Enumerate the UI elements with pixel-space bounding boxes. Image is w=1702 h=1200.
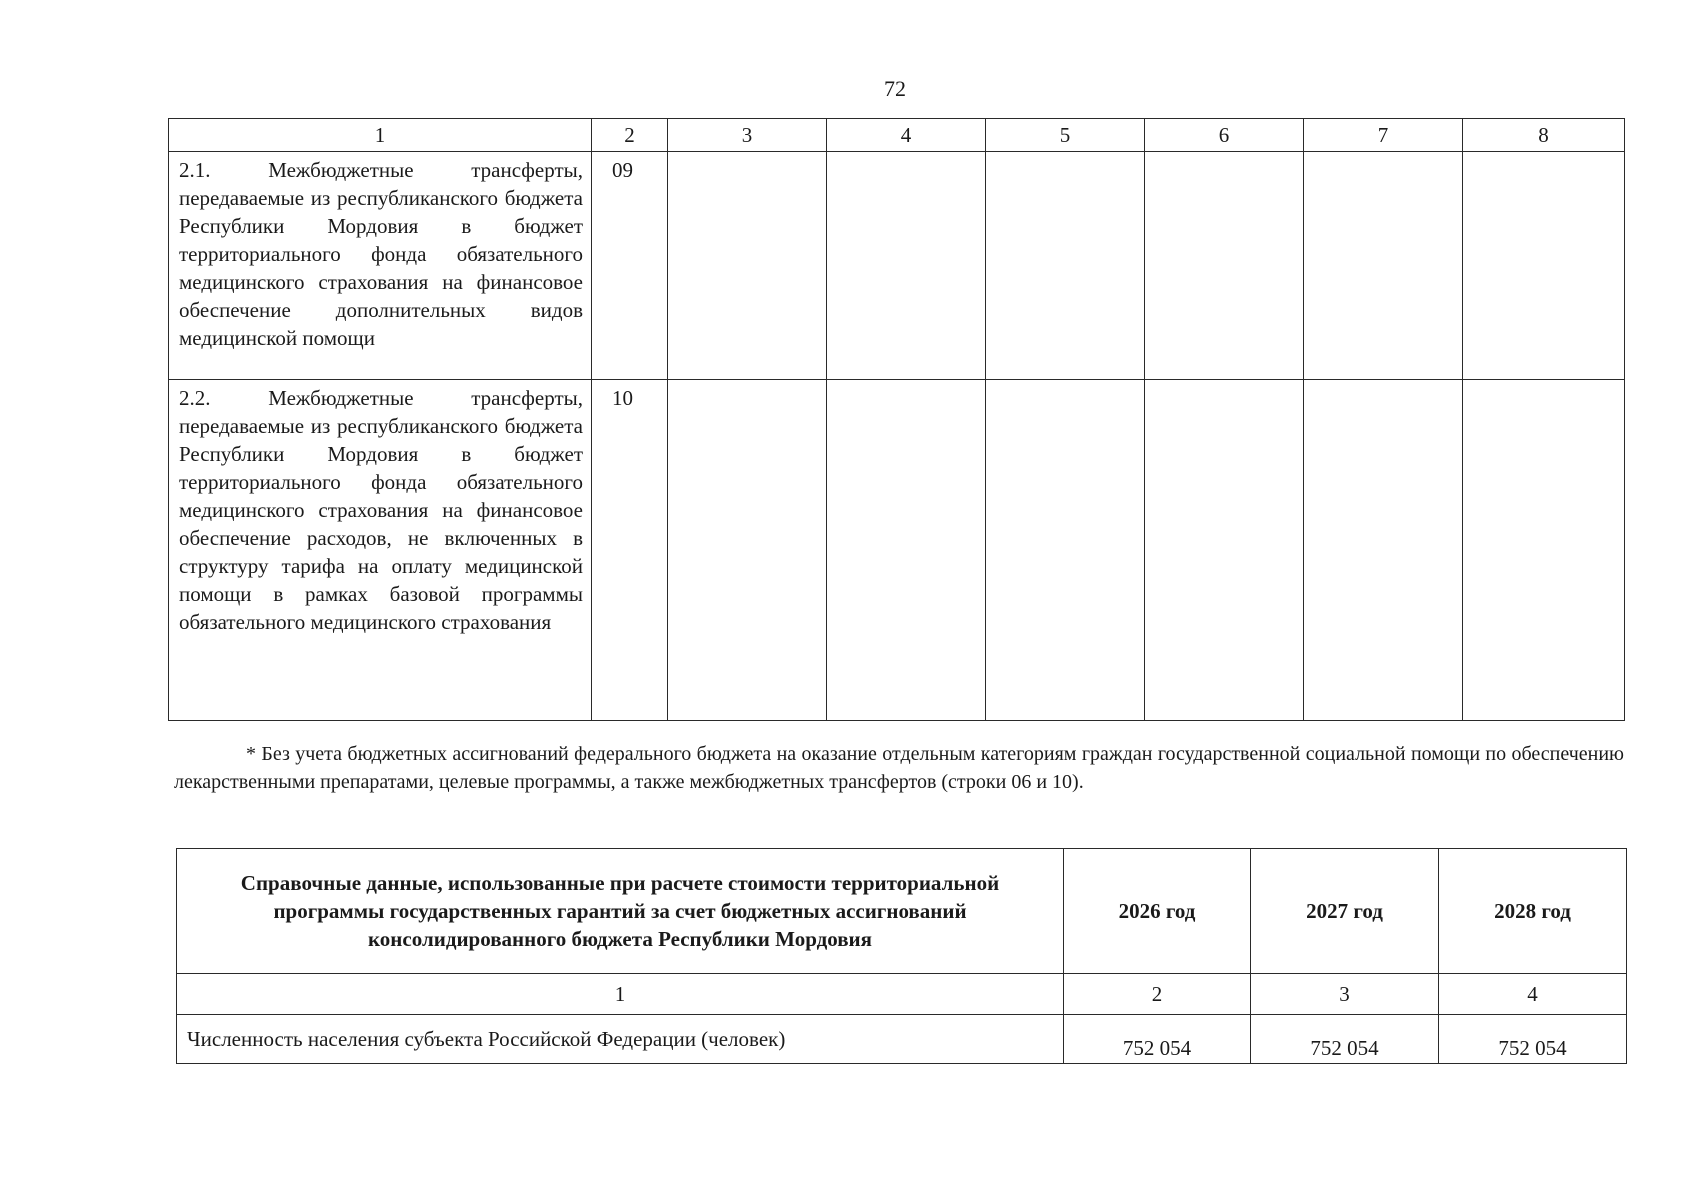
population-label: Численность населения субъекта Российской Федерации (человек) [177, 1015, 1064, 1064]
empty-cell [827, 152, 986, 380]
empty-cell [1145, 380, 1304, 721]
column-number: 1 [177, 974, 1064, 1015]
footnote: * Без учета бюджетных ассигнований федерального бюджета на оказание отдельным категориям граждан государственной социальной помощи по обеспечению лекарственными препаратами, целевые программы, а также межбюджетных трансфертов (строки 06 и 10). [174, 743, 1624, 793]
row-code: 09 [592, 152, 668, 380]
year-header: 2026 год [1064, 849, 1251, 974]
empty-cell [668, 152, 827, 380]
table-row [177, 1015, 1627, 1064]
column-number: 3 [668, 119, 827, 152]
empty-cell [827, 380, 986, 721]
column-number: 4 [827, 119, 986, 152]
reference-header-row [177, 849, 1627, 974]
row-description: 2.2. Межбюджетные трансферты, передаваемые из республиканского бюджета Республики Мордовия в бюджет территориального фонда обязательного медицинского страхования на финансовое обеспечение расходов, не включенных в структуру тарифа на оплату медицинской помощи в рамках базовой программы обязательного медицинского страхования [169, 380, 592, 721]
column-number: 4 [1439, 974, 1627, 1015]
empty-cell [1304, 380, 1463, 721]
row-description: 2.1. Межбюджетные трансферты, передаваемые из республиканского бюджета Республики Мордовия в бюджет территориального фонда обязательного медицинского страхования на финансовое обеспечение дополнительных видов медицинской помощи [169, 152, 592, 380]
column-number: 8 [1463, 119, 1625, 152]
column-number: 6 [1145, 119, 1304, 152]
reference-table [176, 848, 1627, 1064]
empty-cell [1304, 152, 1463, 380]
page-number: 72 [884, 76, 906, 101]
table-row [169, 152, 1625, 380]
empty-cell [1463, 152, 1625, 380]
population-value: 752 054 [1439, 1015, 1627, 1064]
column-number: 2 [592, 119, 668, 152]
table-row [169, 380, 1625, 721]
empty-cell [986, 152, 1145, 380]
reference-column-number-row [177, 974, 1627, 1015]
empty-cell [986, 380, 1145, 721]
column-number: 5 [986, 119, 1145, 152]
reference-header-title: Справочные данные, использованные при расчете стоимости территориальной программы государственных гарантий за счет бюджетных ассигнований консолидированного бюджета Республики Мордовия [177, 849, 1064, 974]
column-number-row [169, 119, 1625, 152]
year-header: 2028 год [1439, 849, 1627, 974]
population-value: 752 054 [1251, 1015, 1439, 1064]
empty-cell [668, 380, 827, 721]
column-number: 3 [1251, 974, 1439, 1015]
column-number: 1 [169, 119, 592, 152]
column-number: 2 [1064, 974, 1251, 1015]
year-header: 2027 год [1251, 849, 1439, 974]
empty-cell [1145, 152, 1304, 380]
row-code: 10 [592, 380, 668, 721]
main-table [168, 118, 1625, 721]
empty-cell [1463, 380, 1625, 721]
column-number: 7 [1304, 119, 1463, 152]
population-value: 752 054 [1064, 1015, 1251, 1064]
